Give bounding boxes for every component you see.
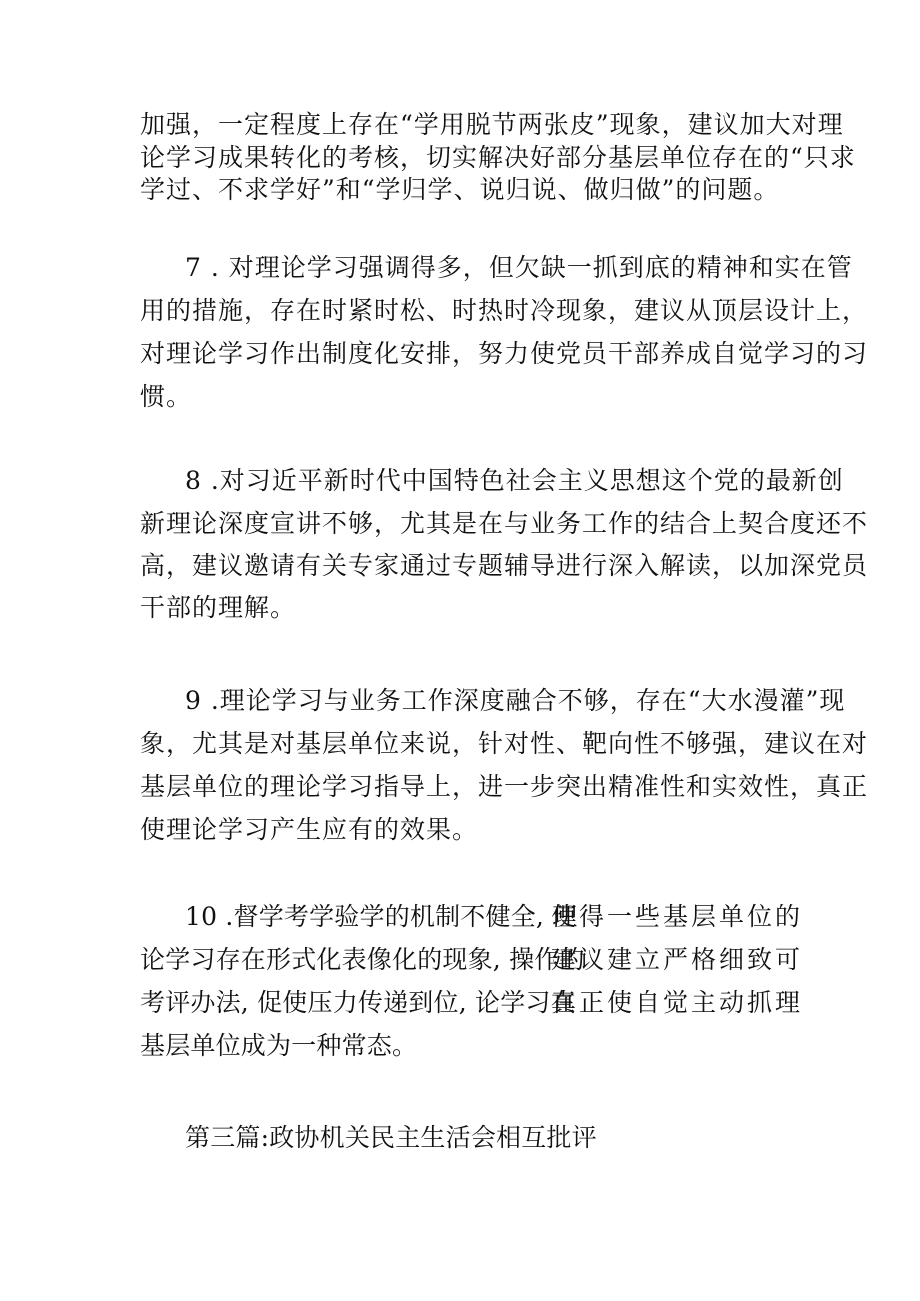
item-9-line-4: 使理论学习产生应有的效果。 <box>140 815 479 844</box>
item-7-line-4: 惯。 <box>140 382 193 411</box>
item-9-line-3: 基层单位的理论学习指导上，进一步突出精准性和实效性，真正 <box>140 772 869 801</box>
item-8-line-3: 高，建议邀请有关专家通过专题辅导进行深入解读，以加深党员 <box>140 551 869 580</box>
paragraph-continuation-line-2: 论学习成果转化的考核，切实解决好部分基层单位存在的“只求 <box>140 143 856 172</box>
item-7-line-2: 用的措施，存在时紧时松、时热时冷现象，建议从顶层设计上， <box>140 296 869 325</box>
item-9-line-2: 象，尤其是对基层单位来说，针对性、靶向性不够强，建议在对 <box>140 729 869 758</box>
section-heading: 第三篇:政协机关民主生活会相互批评 <box>185 1123 597 1152</box>
item-10-right-line-2: 建议建立严格细致可 <box>551 945 804 974</box>
item-10-left-line-4: 基层单位成为一种常态。 <box>140 1031 418 1060</box>
item-8-line-4: 干部的理解。 <box>140 593 297 622</box>
item-8-line-2: 新理论深度宣讲不够，尤其是在与业务工作的结合上契合度还不 <box>140 509 869 538</box>
item-10-left-line-3: 考评办法, 促使压力传递到位, 论学习在 <box>140 988 576 1017</box>
item-10-left-line-2: 论学习存在形式化表像化的现象, 操作的 <box>140 945 585 974</box>
item-10-right-line-1: 使得一些基层单位的 <box>551 902 804 931</box>
item-10-left-line-1: 10 .督学考学验学的机制不健全, 理 <box>185 902 578 931</box>
paragraph-continuation-line-1: 加强，一定程度上存在“学用脱节两张皮”现象，建议加大对理 <box>140 110 844 139</box>
item-9-line-1: 9 .理论学习与业务工作深度融合不够，存在“大水漫灌”现 <box>185 686 846 715</box>
item-7-line-1: 7 . 对理论学习强调得多，但欠缺一抓到底的精神和实在管 <box>185 253 853 282</box>
item-7-line-3: 对理论学习作出制度化安排，努力使党员干部养成自觉学习的习 <box>140 339 869 368</box>
item-8-line-1: 8 .对习近平新时代中国特色社会主义思想这个党的最新创 <box>185 466 844 495</box>
item-10-right-line-3: 真正使自觉主动抓理 <box>551 988 804 1017</box>
paragraph-continuation-line-3: 学过、不求学好”和“学归学、说归说、做归做”的问题。 <box>140 175 780 204</box>
